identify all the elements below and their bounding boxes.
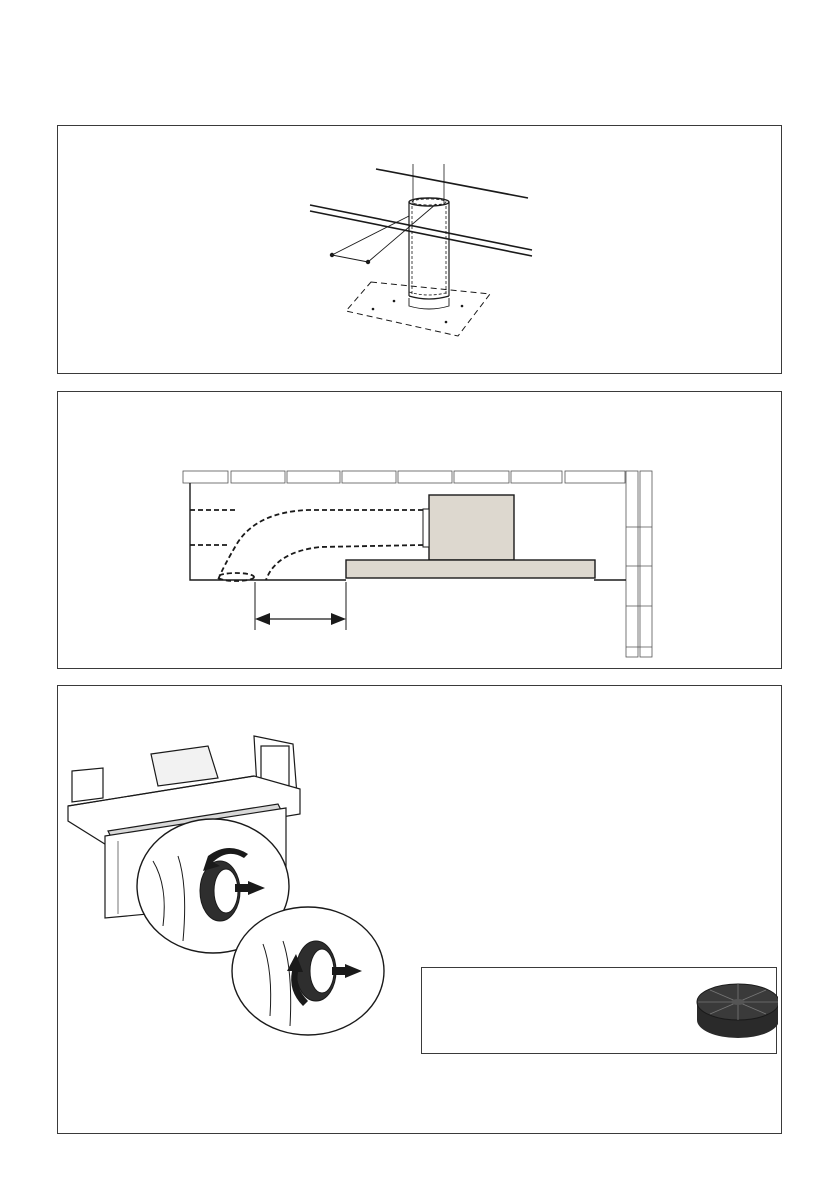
ceiling-duct-diagram (58, 126, 783, 375)
ceiling-duct-panel (57, 125, 782, 374)
carbon-filter-box (421, 967, 777, 1054)
cavity-outline (190, 483, 346, 580)
lower-joist-top (310, 205, 532, 250)
hood-motor-box (429, 495, 514, 560)
duct-routing-panel (57, 391, 782, 669)
ducting-cross-section-diagram (58, 392, 783, 670)
upper-joist-line (376, 169, 528, 198)
filter-installation-panel (57, 685, 782, 1134)
hood-canopy (346, 560, 595, 578)
mounting-template (346, 282, 490, 336)
carbon-filter-icon (422, 968, 778, 1055)
filter-mounting-diagram (58, 686, 783, 1135)
